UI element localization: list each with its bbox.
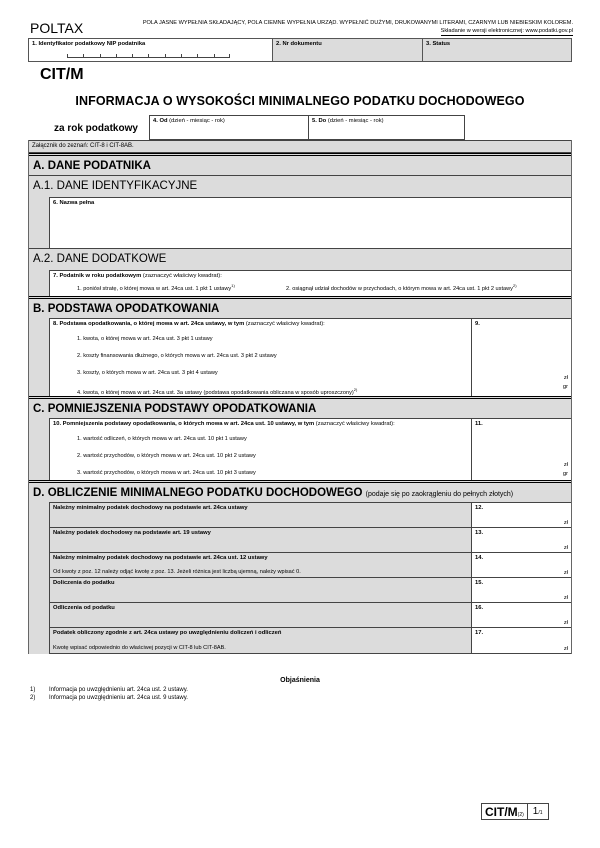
field10-hint: (zaznaczyć właściwy kwadrat):	[315, 421, 395, 427]
calc-row-label	[50, 603, 472, 627]
page-title: INFORMACJA O WYSOKOŚCI MINIMALNEGO PODATKU DOCHODOWEGO	[75, 94, 525, 108]
footnote-ref: 2)	[353, 387, 358, 392]
reductions-options	[50, 419, 472, 480]
status-field	[423, 39, 571, 61]
reduction-option-2[interactable]: 2. wartość przychodów, o których mowa w art. 24ca ust. 10 pkt 2 ustawy	[77, 453, 256, 459]
section-a1-title: A.1. DANE IDENTYFIKACYJNE	[29, 175, 571, 197]
tax-year-label: za rok podatkowy	[54, 123, 138, 134]
section-d-title-text: D. OBLICZENIE MINIMALNEGO PODATKU DOCHODOWEGO	[33, 487, 363, 499]
calc-row-label	[50, 578, 472, 602]
form-body	[28, 140, 572, 654]
field7-hint: (zaznaczyć właściwy kwadrat):	[142, 273, 222, 279]
row-13-label: Należny podatek dochodowy na podstawie art. 19 ustawy	[53, 530, 211, 536]
field11-label: 11.	[475, 421, 483, 427]
gr-unit: gr	[562, 471, 568, 477]
option-loss[interactable]	[77, 283, 235, 292]
zl-unit: zł	[563, 646, 568, 652]
calc-row-label	[50, 628, 472, 653]
field-16-input[interactable]	[472, 603, 571, 627]
brand-poltax: POLTAX	[30, 20, 84, 36]
to-hint: (dzień - miesiąc - rok)	[327, 118, 384, 124]
option-loss-label: 1. poniósł stratę, o której mowa w art. 24ca ust. 1 pkt 1 ustawy	[77, 285, 232, 292]
field-13-input[interactable]	[472, 528, 571, 552]
form-version: (2)	[517, 812, 524, 818]
nip-field[interactable]	[29, 39, 273, 61]
option-income-share[interactable]	[286, 283, 517, 292]
section-c-title: C. POMNIEJSZENIA PODSTAWY OPODATKOWANIA	[29, 396, 571, 418]
calc-row-label	[50, 528, 472, 552]
section-d-title	[29, 480, 571, 502]
footnote-text: Informacja po uwzględnieniu art. 24ca ust. 2 ustawy.	[49, 687, 188, 693]
field-15-input[interactable]	[472, 578, 571, 602]
document-number-label: 2. Nr dokumentu	[276, 41, 322, 47]
field-14-input[interactable]	[472, 553, 571, 577]
tax-base-option-3[interactable]: 3. koszty, o których mowa w art. 24ca ust. 3 pkt 4 ustawy	[77, 370, 218, 376]
tax-base-option-4-label: 4. kwota, o której mowa w art. 24ca ust. 3a ustawy (podstawa opodatkowania obliczana w sposób uproszczony)	[77, 389, 354, 396]
tax-base-amount-field[interactable]	[472, 319, 571, 396]
row-17-label: Podatek obliczony zgodnie z art. 24ca ustawy po uwzględnieniu doliczeń i odliczeń	[53, 630, 282, 636]
zl-unit: zł	[563, 620, 568, 626]
tax-base-option-2[interactable]: 2. koszty finansowania dłużnego, o których mowa w art. 24ca ust. 3 pkt 2 ustawy	[77, 353, 277, 359]
row-14-note: Od kwoty z poz. 12 należy odjąć kwotę z poz. 13. Jeżeli różnica jest liczbą ujemną, należy wpisać 0.	[53, 569, 301, 575]
footnote-number: 1)	[30, 687, 36, 693]
section-d-subtitle: (podaje się po zaokrągleniu do pełnych złotych)	[365, 491, 514, 498]
calc-row-12	[50, 502, 571, 527]
gr-unit: gr	[562, 384, 568, 390]
tax-base-row	[49, 318, 571, 396]
footnote-2	[30, 695, 188, 701]
zl-unit: zł	[563, 520, 568, 526]
field-13-num: 13.	[475, 530, 484, 536]
section-b-title: B. PODSTAWA OPODATKOWANIA	[29, 296, 571, 318]
calc-row-label	[50, 553, 472, 577]
field9-label: 9.	[475, 321, 480, 327]
tax-period-fields	[149, 115, 465, 140]
current-page: 1	[532, 806, 539, 817]
zl-unit: zł	[563, 375, 568, 381]
calc-row-14	[50, 552, 571, 577]
to-label: 5. Do	[312, 118, 327, 124]
row-14-label: Należny minimalny podatek dochodowy na podstawie art. 24ca ust. 12 ustawy	[53, 555, 268, 561]
zl-unit: zł	[563, 570, 568, 576]
field-16-num: 16.	[475, 605, 484, 611]
calc-row-label	[50, 503, 472, 527]
tax-base-option-4[interactable]	[77, 387, 357, 396]
footnote-1	[30, 687, 188, 693]
full-name-label: 6. Nazwa pełna	[53, 200, 95, 206]
footnote-ref: 2)	[512, 283, 517, 288]
reduction-option-3[interactable]: 3. wartość przychodów, o których mowa w art. 24ca ust. 10 pkt 3 ustawy	[77, 470, 256, 476]
row-17-note: Kwotę wpisać odpowiednio do właściwej pozycji w CIT-8 lub CIT-8AB.	[53, 645, 226, 651]
field-12-input[interactable]	[472, 503, 571, 527]
field-17-input[interactable]	[472, 628, 571, 653]
electronic-filing-note: Składanie w wersji elektronicznej: www.podatki.gov.pl	[440, 28, 573, 34]
page-footer	[481, 803, 549, 820]
row-12-label: Należny minimalny podatek dochodowy na podstawie art. 24ca ustawy	[53, 505, 248, 511]
tax-base-option-1[interactable]: 1. kwota, o której mowa w art. 24ca ust. 3 pkt 1 ustawy	[77, 336, 213, 342]
field10-label: 10. Pomniejszenia podstawy opodatkowania, o których mowa w art. 24ca ust. 10 ustawy, w tym	[53, 421, 315, 427]
from-label: 4. Od	[153, 118, 168, 124]
footnote-ref: 1)	[231, 283, 235, 288]
period-to-field[interactable]	[309, 116, 464, 139]
document-number-field	[273, 39, 423, 61]
attachment-note: Załącznik do zeznań: CIT-8 i CIT-8AB.	[29, 140, 571, 153]
field-15-num: 15.	[475, 580, 484, 586]
footnote-number: 2)	[30, 695, 36, 701]
footer-code-text: CIT/M	[485, 805, 518, 819]
field-12-num: 12.	[475, 505, 484, 511]
field8-label: 8. Podstawa opodatkowania, o której mowa w art. 24ca ustawy, w tym	[53, 321, 245, 327]
status-label: 3. Status	[426, 41, 451, 47]
taxpayer-status-field	[49, 270, 571, 296]
reduction-option-1[interactable]: 1. wartość odliczeń, o których mowa w art. 24ca ust. 10 pkt 1 ustawy	[77, 436, 247, 442]
nip-digit-cells[interactable]	[67, 54, 230, 58]
page-number	[528, 804, 548, 819]
instruction-text: POLA JASNE WYPEŁNIA SKŁADAJĄCY, POLA CIEMNE WYPEŁNIA URZĄD. WYPEŁNIĆ DUŻYMI, DRUKOWANYMI LITERAMI, CZARNYM LUB NIEBIESKIM KOLOREM.	[142, 20, 573, 26]
footer-form-code	[482, 804, 528, 819]
tax-base-options	[50, 319, 472, 396]
row-15-label: Doliczenia do podatku	[53, 580, 115, 586]
nip-label: 1. Identyfikator podatkowy NIP podatnika	[32, 41, 146, 47]
calculation-table	[49, 502, 571, 654]
field-14-num: 14.	[475, 555, 484, 561]
field8-hint: (zaznaczyć właściwy kwadrat):	[245, 321, 325, 327]
reductions-row	[49, 418, 571, 480]
zl-unit: zł	[563, 462, 568, 468]
total-pages: /1	[538, 810, 543, 816]
row-16-label: Odliczenia od podatku	[53, 605, 115, 611]
explanations-title: Objaśnienia	[280, 677, 320, 684]
header-fields	[28, 38, 572, 62]
calc-row-16	[50, 602, 571, 627]
calc-row-15	[50, 577, 571, 602]
field-17-num: 17.	[475, 630, 484, 636]
calc-row-13	[50, 527, 571, 552]
reductions-amount-field[interactable]	[472, 419, 571, 480]
zl-unit: zł	[563, 545, 568, 551]
footnote-text: Informacja po uwzględnieniu art. 24ca ust. 9 ustawy.	[49, 695, 188, 701]
field7-label: 7. Podatnik w roku podatkowym	[53, 273, 142, 279]
full-name-field[interactable]	[49, 197, 571, 248]
period-from-field[interactable]	[150, 116, 309, 139]
option-income-share-label: 2. osiągnął udział dochodów w przychodach, o którym mowa w art. 24ca ust. 1 pkt 2 ustawy	[286, 285, 513, 292]
calc-row-17	[50, 627, 571, 653]
section-a2-title: A.2. DANE DODATKOWE	[29, 248, 571, 270]
from-hint: (dzień - miesiąc - rok)	[169, 118, 225, 124]
form-code: CIT/M	[40, 66, 84, 83]
form-instructions	[113, 19, 573, 36]
zl-unit: zł	[563, 595, 568, 601]
section-a-title: A. DANE PODATNIKA	[29, 153, 571, 175]
